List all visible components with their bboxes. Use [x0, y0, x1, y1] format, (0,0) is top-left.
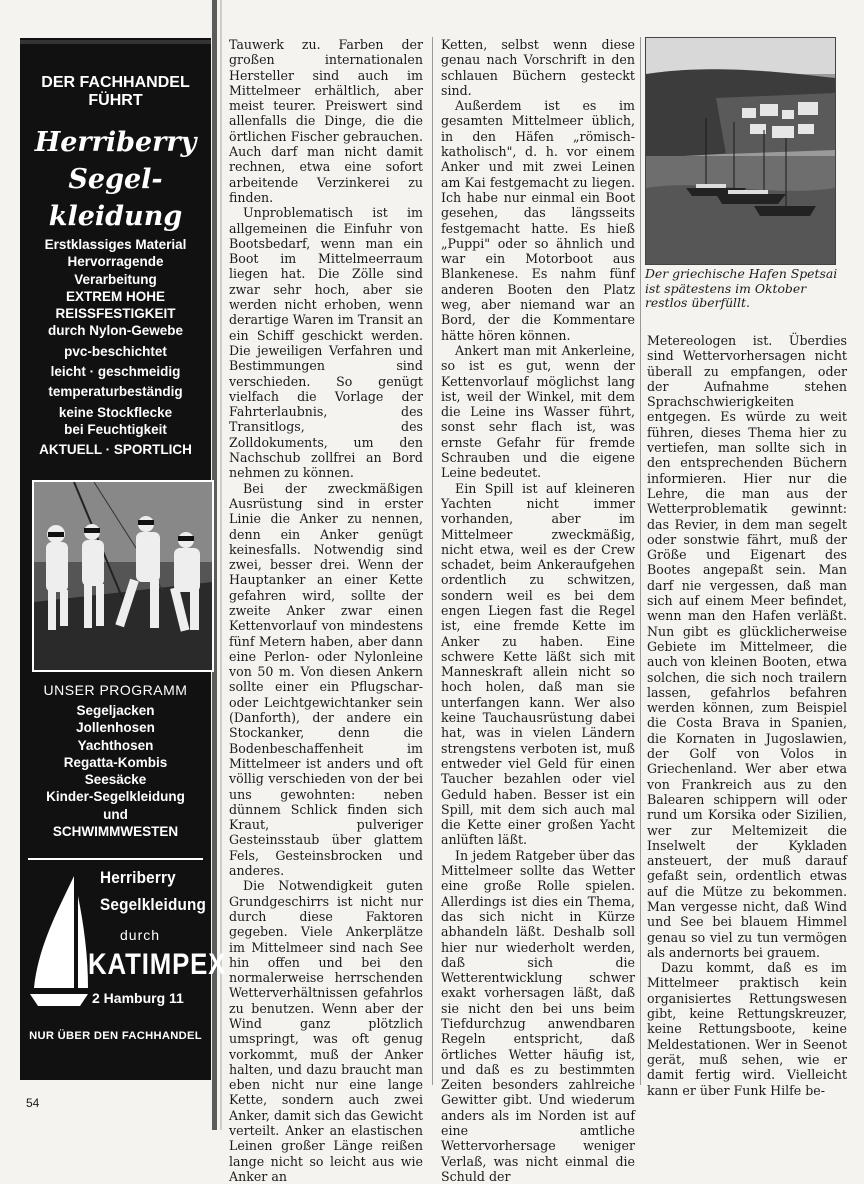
- article-column-1: [229, 37, 423, 1184]
- paragraph: Ketten, selbst wenn diese genau nach Vorschrift in den schlauen Büchern gesteckt sind.: [441, 37, 635, 98]
- ad-feature: durch Nylon-Gewebe: [47, 323, 184, 339]
- ad-program-title: UNSER PROGRAMM: [43, 682, 188, 698]
- paragraph: In jedem Ratgeber über das Mittelmeer sollte das Wetter eine große Rolle spielen. Allerdings ist dies ein Thema, das sich nicht in Kürze abhandeln läßt. Deshalb soll hier nur wiederholt werden, daß sich die Wetterentwicklung schwer exakt vorhersagen läßt, daß sie nicht den bei uns beim Tiefdurchzug anwendbaren Regeln entspricht, daß örtliches Wetter häufig ist, und daß es zu bestimmten Zeiten besonders zahlreiche Gewitter gibt. Und wiederum anders als im Norden ist auf eine amtliche Wettervorhersage weniger Verlaß, was nicht einmal die Schuld der: [441, 847, 635, 1184]
- paragraph: Ankert man mit Ankerleine, so ist es gut, wenn der Kettenvorlauf möglichst lang ist, weil der Winkel, mit dem die Leine ins Wasser führt, sonst sehr flach ist, was ernste Gefahr für fremde Schrauben und die eigene Leine bedeutet.: [441, 342, 635, 481]
- logo-company: KATIMPEX: [88, 948, 227, 981]
- ad-feature: leicht · geschmeidig: [50, 364, 181, 380]
- ad-program-item: Regatta-Kombis: [63, 754, 168, 770]
- ad-headline-line: FÜHRT: [88, 92, 143, 109]
- logo-brand-line: Herriberry: [100, 868, 176, 887]
- ad-program-item: Yachthosen: [77, 737, 154, 753]
- paragraph: Ein Spill ist auf kleineren Yachten nicht immer vorhanden, aber im Mittelmeer zweckmäßig, nicht etwa, weil es der Crew schadet, beim Ankeraufgehen ordentlich zu schwitzen, sondern weil es bei dem engen Liegen fast die Regel ist, eine fremde Kette im Anker zu haben. Eine schwere Kette läßt sich mit Manneskraft allein nicht so hoch holen, daß man sie unterfangen kann. Wer also keine Tauchausrüstung dabei hat, was in vielen Ländern strengstens verboten ist, muß entweder viel Geld für einen Taucher bezahlen oder viel Geduld haben. Besser ist ein Spill, mit dem sich auch mal die Kette einer großen Yacht anlüften läßt.: [441, 480, 635, 848]
- ad-feature: Erstklassiges Material: [44, 237, 187, 252]
- ad-brand-line: kleidung: [48, 201, 183, 232]
- ad-footer: NUR ÜBER DEN FACHHANDEL: [29, 1030, 202, 1042]
- ad-program-item: Segeljacken: [76, 703, 155, 718]
- logo-durch: durch: [120, 927, 161, 943]
- ad-brand-line: Segel-: [68, 164, 163, 195]
- article-column-3: [647, 333, 847, 1098]
- ad-feature: keine Stockflecke: [58, 404, 173, 420]
- logo-city: 2 Hamburg 11: [92, 990, 184, 1006]
- ad-program-item: SCHWIMMWESTEN: [52, 824, 179, 840]
- ad-headline-line: DER FACHHANDEL: [41, 74, 190, 91]
- ad-divider: [28, 858, 203, 860]
- photo-caption: Der griechische Hafen Spetsai ist spätestens im Oktober restlos überfüllt.: [645, 266, 838, 311]
- page-number: 54: [26, 1096, 40, 1110]
- paragraph: Unproblematisch ist im allgemeinen die Einfuhr von Bootsbedarf, wenn man ein Boot im Mittelmeerraum liegen hat. Die Zölle sind zwar sehr hoch, aber sie werden nicht erhoben, wenn derartige Waren im Transit an ein Schiff geschickt werden. Die jeweiligen Verfahren und Bestimmungen sind verschieden. So genügt vielfach die Vorlage der Fahrterlaubnis, des Transitlogs, des Zolldokuments, um den Nachschub zollfrei an Bord nehmen zu können.: [229, 205, 423, 481]
- ad-feature: AKTUELL · SPORTLICH: [39, 442, 192, 458]
- harbor-photo: [645, 37, 836, 265]
- ad-brand-line: Herriberry: [34, 127, 197, 158]
- ad-program-item: Jollenhosen: [76, 720, 155, 736]
- harbor-photo-image: [646, 38, 835, 264]
- ad-feature: REISSFESTIGKEIT: [55, 306, 176, 322]
- ad-feature-list: [20, 236, 211, 459]
- ad-feature: EXTREM HOHE: [65, 288, 165, 304]
- paragraph: Die Notwendigkeit guten Grundgeschirrs ist nicht nur durch diese Faktoren gegeben. Viele Ankerplätze im Mittelmeer sind nach See hin offen und bei den normalerweise herrschenden Wetterverhältnissen gefahrlos zu benutzen. Wenn aber der Wind ganz plötzlich umspringt, was oft genug vorkommt, muß der Anker halten, und dazu braucht man eben nicht nur eine lange Kette, sondern auch zwei Anker, damit sich das Gewicht verteilt. Anker an elastischen Leinen großer Länge reißen lange nicht so leicht aus wie Anker an: [229, 878, 423, 1184]
- sailors-photo-image: [34, 482, 212, 670]
- ad-headline: [20, 74, 211, 110]
- ad-program-list: [20, 702, 211, 840]
- paragraph: Tauwerk zu. Farben der großen internationalen Hersteller sind auch im Mittelmeer erhältlich, aber meist teurer. Preiswert sind allenfalls die Dinge, die die örtlichen Fischer gebrauchen. Auch darf man nicht damit rechnen, etwa eine sofort arbeitende Verzinkerei zu finden.: [229, 37, 423, 205]
- paragraph: Dazu kommt, daß es im Mittelmeer praktisch kein organisiertes Rettungswesen gibt, keine Rettungskreuzer, keine Rettungsboote, keine Meldestationen. Wer in Seenot gerät, muß sehen, wie er damit fertig wird. Vielleicht kann er über Funk Hilfe be-: [647, 960, 847, 1098]
- ad-program-item: und: [103, 806, 128, 822]
- katimpex-logo: [30, 868, 227, 1016]
- ad-top-stripe: [20, 40, 211, 44]
- article-column-2: [441, 37, 635, 1184]
- column-rule: [432, 37, 433, 1085]
- ad-feature: bei Feuchtigkeit: [64, 421, 167, 437]
- ad-feature: temperaturbeständig: [48, 384, 183, 400]
- paragraph: Bei der zweckmäßigen Ausrüstung sind in erster Linie die Anker zu nennen, denn ein Anker genügt keinesfalls. Notwendig sind zwei, besser drei. Wenn der Hauptanker an einer Kette gefahren wird, sollte der zweite Anker zwar einen Kettenvorlauf von mindestens fünf Metern haben, aber dann eine Perlon- oder Nylonleine von 50 m. Von diesen Ankern sollte einer ein Pflugschar- oder Leichtgewichtanker sein (Danforth), der andere ein Stockanker, denn die Bodenbeschaffenheit im Mittelmeer ist anders und oft völlig verschieden von der bei uns gewohnten: neben dünnem Schlick finden sich Kraut, pulveriger Gesteinsstaub über glattem Fels, Gesteinsbrocken und anderes.: [229, 480, 423, 879]
- sailboat-icon: [30, 876, 90, 1016]
- ad-feature: pvc-beschichtet: [64, 343, 167, 359]
- sailors-photo: [32, 480, 214, 672]
- ad-program-item: Seesäcke: [84, 772, 147, 788]
- advertisement: [20, 38, 227, 1080]
- ad-brand-script: [20, 124, 211, 235]
- paragraph: Außerdem ist es im gesamten Mittelmeer üblich, in den Häfen „römisch-katholisch", d. h. vor einem Anker und mit zwei Leinen am Kai festgemacht zu liegen. Ich habe nur einmal ein Boot gesehen, das längsseits festgemacht hatte. Es hieß „Puppi" oder so ähnlich und war ein Motorboot aus Blankenese. Es nahm fünf anderen Booten den Platz weg, aber niemand war an Bord, der die Kommentare hätte hören können.: [441, 98, 635, 343]
- ad-feature: Verarbeitung: [74, 271, 157, 287]
- ad-program-item: Kinder-Segelkleidung: [46, 789, 185, 805]
- logo-product-line: Segelkleidung: [100, 895, 207, 914]
- column-rule: [640, 37, 641, 1085]
- ad-feature: Hervorragende: [67, 254, 164, 270]
- paragraph: Metereologen ist. Überdies sind Wettervorhersagen nicht überall zu empfangen, oder der Aufnahme stehen Sprachschwierigkeiten entgegen. Es würde zu weit führen, dieses Thema hier zu vertiefen, man sollte sich in den entsprechenden Büchern informieren. Hier nur die Lehre, die man aus der Wetterproblematik gewinnt: das Revier, in dem man segelt oder sonstwie fährt, muß der Größe und Eigenart des Bootes angepaßt sein. Man darf nie vergessen, daß man sich auf einem Meer befindet, wenn man den Hafen verläßt. Nun gibt es glücklicherweise Gebiete im Mittelmeer, die auch von kleinen Booten, etwa solchen, die sich noch trailern lassen, gefahrlos befahren werden können, zum Beispiel die Costa Brava in Spanien, die Kornaten in Jugoslawien, der Golf von Volos in Griechenland. Wer aber etwa von Frankreich aus zu den Balearen schippern will oder rund um Korsika oder Sizilien, wer zur Meltemizeit die Inselwelt der Kykladen ansteuert, der muß darauf gefaßt sein, ordentlich etwas auf die Mütze zu bekommen. Man vergesse nicht, daß Wind und See bei blauem Himmel genau so viel zu tun vermögen als andernorts bei grauem.: [647, 333, 847, 960]
